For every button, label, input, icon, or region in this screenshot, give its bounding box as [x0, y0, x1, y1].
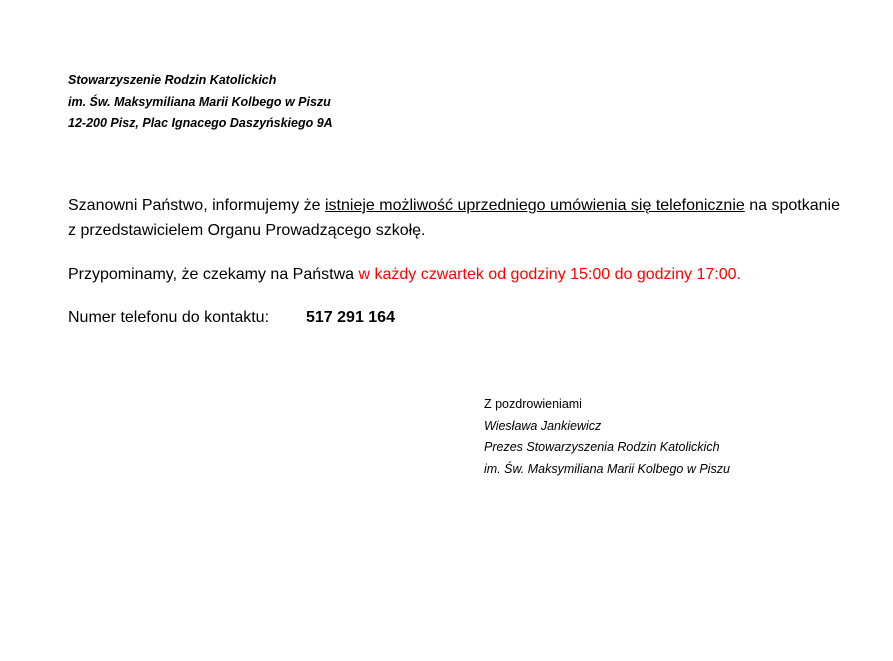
contact-label: Numer telefonu do kontaktu: — [68, 309, 270, 326]
header-line-patron: im. Św. Maksymiliana Marii Kolbego w Piszu — [68, 94, 331, 109]
signature-name: Wiesława Jankiewicz — [484, 418, 602, 433]
info-paragraph-underlined: istnieje możliwość uprzedniego umówienia się telefonicznie — [325, 197, 745, 214]
signature-organization: im. Św. Maksymiliana Marii Kolbego w Piszu — [484, 461, 730, 476]
header-line-organization: Stowarzyszenie Rodzin Katolickich — [68, 73, 277, 87]
reminder-schedule: w każdy czwartek od godziny 15:00 do godziny 17:00. — [358, 266, 741, 283]
info-paragraph-rest: na spotkanie z przedstawicielem Organu Prowadzącego szkołę. — [68, 197, 840, 239]
contact-line — [68, 305, 848, 330]
contact-phone-number: 517 291 164 — [306, 309, 395, 326]
reminder-intro: Przypominamy, że czekamy na Państwa — [68, 266, 359, 283]
signature-title: Prezes Stowarzyszenia Rodzin Katolickich — [484, 440, 720, 454]
organization-header — [68, 70, 333, 135]
info-paragraph — [68, 193, 848, 243]
signature-block — [484, 394, 730, 480]
header-line-address: 12-200 Pisz, Plac Ignacego Daszyńskiego 9A — [68, 116, 333, 130]
info-paragraph-intro: Szanowni Państwo, informujemy że — [68, 197, 325, 214]
signature-greeting: Z pozdrowieniami — [484, 397, 582, 411]
reminder-paragraph — [68, 262, 848, 287]
